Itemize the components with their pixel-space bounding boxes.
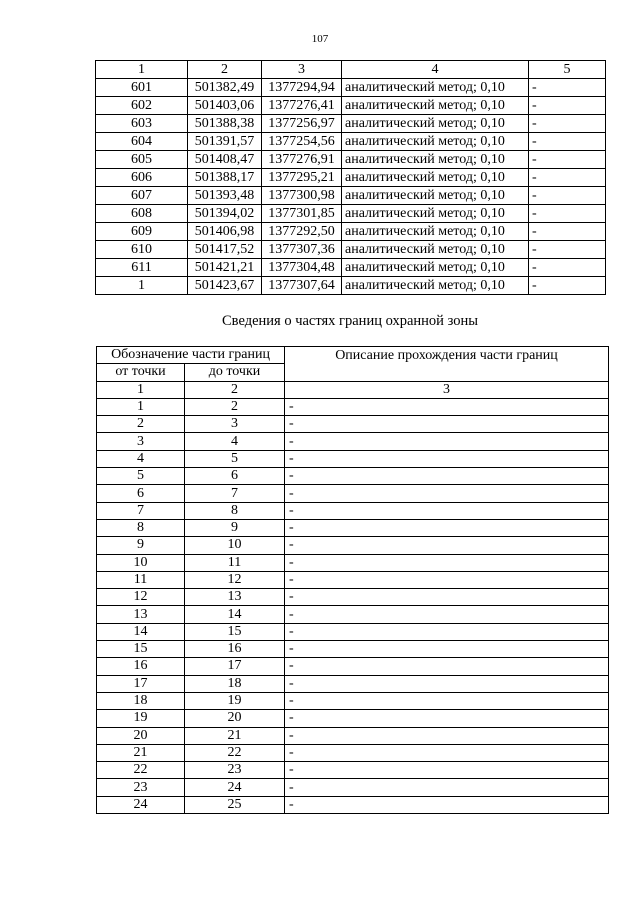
description: - xyxy=(285,537,609,554)
note: - xyxy=(529,97,606,115)
table-row xyxy=(96,79,606,97)
description: - xyxy=(285,606,609,623)
group-header: Обозначение части границ xyxy=(97,347,285,364)
from-point: 23 xyxy=(97,779,185,796)
to-point: 12 xyxy=(185,571,285,588)
description: - xyxy=(285,519,609,536)
point-number: 605 xyxy=(96,151,188,169)
description: - xyxy=(285,623,609,640)
to-point: 15 xyxy=(185,623,285,640)
point-number: 611 xyxy=(96,259,188,277)
method-accuracy: аналитический метод; 0,10 xyxy=(342,169,529,187)
description: - xyxy=(285,571,609,588)
table-row xyxy=(97,519,609,536)
table-row xyxy=(96,241,606,259)
table-row xyxy=(96,133,606,151)
y-coordinate: 1377292,50 xyxy=(262,223,342,241)
point-number: 609 xyxy=(96,223,188,241)
table-row xyxy=(97,416,609,433)
description: - xyxy=(285,416,609,433)
table-row xyxy=(96,277,606,295)
from-point: 8 xyxy=(97,519,185,536)
method-accuracy: аналитический метод; 0,10 xyxy=(342,97,529,115)
from-point: 1 xyxy=(97,398,185,415)
point-number: 602 xyxy=(96,97,188,115)
point-number: 608 xyxy=(96,205,188,223)
description: - xyxy=(285,710,609,727)
x-coordinate: 501388,38 xyxy=(188,115,262,133)
y-coordinate: 1377276,91 xyxy=(262,151,342,169)
x-coordinate: 501417,52 xyxy=(188,241,262,259)
header-row xyxy=(97,347,609,364)
description: - xyxy=(285,796,609,813)
table-row xyxy=(97,744,609,761)
numbering-row xyxy=(97,381,609,398)
table-row xyxy=(97,623,609,640)
description: - xyxy=(285,675,609,692)
from-point: 4 xyxy=(97,450,185,467)
description: - xyxy=(285,692,609,709)
table-row xyxy=(97,450,609,467)
to-point: 9 xyxy=(185,519,285,536)
to-point: 23 xyxy=(185,762,285,779)
from-point: 13 xyxy=(97,606,185,623)
from-point: 3 xyxy=(97,433,185,450)
to-point: 7 xyxy=(185,485,285,502)
x-coordinate: 501421,21 xyxy=(188,259,262,277)
table-row xyxy=(97,468,609,485)
note: - xyxy=(529,115,606,133)
note: - xyxy=(529,223,606,241)
description: - xyxy=(285,450,609,467)
point-number: 610 xyxy=(96,241,188,259)
point-number: 606 xyxy=(96,169,188,187)
x-coordinate: 501382,49 xyxy=(188,79,262,97)
table-row xyxy=(97,502,609,519)
table-row xyxy=(97,606,609,623)
to-point: 21 xyxy=(185,727,285,744)
table-row xyxy=(97,537,609,554)
x-coordinate: 501403,06 xyxy=(188,97,262,115)
to-point-header: до точки xyxy=(185,364,285,381)
table-row xyxy=(96,97,606,115)
table-row xyxy=(96,223,606,241)
from-point: 2 xyxy=(97,416,185,433)
x-coordinate: 501393,48 xyxy=(188,187,262,205)
to-point: 8 xyxy=(185,502,285,519)
x-coordinate: 501423,67 xyxy=(188,277,262,295)
table-row xyxy=(96,151,606,169)
to-point: 3 xyxy=(185,416,285,433)
note: - xyxy=(529,205,606,223)
method-accuracy: аналитический метод; 0,10 xyxy=(342,133,529,151)
table-row xyxy=(97,727,609,744)
header-row xyxy=(96,61,606,79)
x-coordinate: 501408,47 xyxy=(188,151,262,169)
description: - xyxy=(285,502,609,519)
x-coordinate: 501406,98 xyxy=(188,223,262,241)
method-accuracy: аналитический метод; 0,10 xyxy=(342,223,529,241)
to-point: 6 xyxy=(185,468,285,485)
method-accuracy: аналитический метод; 0,10 xyxy=(342,79,529,97)
point-number: 604 xyxy=(96,133,188,151)
boundary-parts-table xyxy=(96,346,609,814)
from-point: 22 xyxy=(97,762,185,779)
column-number: 1 xyxy=(97,381,185,398)
from-point: 19 xyxy=(97,710,185,727)
table-row xyxy=(96,205,606,223)
column-number: 2 xyxy=(188,61,262,79)
to-point: 16 xyxy=(185,641,285,658)
to-point: 20 xyxy=(185,710,285,727)
table-row xyxy=(97,710,609,727)
x-coordinate: 501388,17 xyxy=(188,169,262,187)
method-accuracy: аналитический метод; 0,10 xyxy=(342,115,529,133)
from-point: 18 xyxy=(97,692,185,709)
from-point: 20 xyxy=(97,727,185,744)
description: - xyxy=(285,398,609,415)
to-point: 4 xyxy=(185,433,285,450)
method-accuracy: аналитический метод; 0,10 xyxy=(342,205,529,223)
from-point: 16 xyxy=(97,658,185,675)
from-point: 6 xyxy=(97,485,185,502)
table-row xyxy=(97,485,609,502)
table-row xyxy=(97,675,609,692)
table-row xyxy=(97,571,609,588)
coordinates-table xyxy=(95,60,606,295)
table-row xyxy=(96,259,606,277)
y-coordinate: 1377304,48 xyxy=(262,259,342,277)
note: - xyxy=(529,133,606,151)
from-point: 15 xyxy=(97,641,185,658)
x-coordinate: 501391,57 xyxy=(188,133,262,151)
table-row xyxy=(97,433,609,450)
point-number: 601 xyxy=(96,79,188,97)
point-number: 607 xyxy=(96,187,188,205)
method-accuracy: аналитический метод; 0,10 xyxy=(342,277,529,295)
y-coordinate: 1377301,85 xyxy=(262,205,342,223)
to-point: 14 xyxy=(185,606,285,623)
y-coordinate: 1377307,36 xyxy=(262,241,342,259)
to-point: 25 xyxy=(185,796,285,813)
from-point: 5 xyxy=(97,468,185,485)
to-point: 17 xyxy=(185,658,285,675)
method-accuracy: аналитический метод; 0,10 xyxy=(342,259,529,277)
point-number: 1 xyxy=(96,277,188,295)
from-point: 10 xyxy=(97,554,185,571)
method-accuracy: аналитический метод; 0,10 xyxy=(342,187,529,205)
method-accuracy: аналитический метод; 0,10 xyxy=(342,151,529,169)
description-header: Описание прохождения части границ xyxy=(285,347,609,382)
section-title: Сведения о частях границ охранной зоны xyxy=(222,313,478,329)
note: - xyxy=(529,151,606,169)
column-number: 3 xyxy=(285,381,609,398)
description: - xyxy=(285,779,609,796)
from-point: 12 xyxy=(97,589,185,606)
note: - xyxy=(529,79,606,97)
table-row xyxy=(97,762,609,779)
to-point: 10 xyxy=(185,537,285,554)
from-point: 24 xyxy=(97,796,185,813)
note: - xyxy=(529,187,606,205)
description: - xyxy=(285,641,609,658)
table-row xyxy=(96,187,606,205)
table-row xyxy=(97,692,609,709)
note: - xyxy=(529,277,606,295)
y-coordinate: 1377276,41 xyxy=(262,97,342,115)
from-point: 14 xyxy=(97,623,185,640)
table-row xyxy=(97,554,609,571)
description: - xyxy=(285,727,609,744)
note: - xyxy=(529,241,606,259)
description: - xyxy=(285,762,609,779)
table-row xyxy=(97,398,609,415)
table-row xyxy=(96,115,606,133)
from-point: 7 xyxy=(97,502,185,519)
table-row xyxy=(97,658,609,675)
to-point: 22 xyxy=(185,744,285,761)
description: - xyxy=(285,554,609,571)
y-coordinate: 1377256,97 xyxy=(262,115,342,133)
column-number: 1 xyxy=(96,61,188,79)
from-point-header: от точки xyxy=(97,364,185,381)
table-row xyxy=(97,779,609,796)
from-point: 17 xyxy=(97,675,185,692)
column-number: 4 xyxy=(342,61,529,79)
description: - xyxy=(285,468,609,485)
y-coordinate: 1377254,56 xyxy=(262,133,342,151)
column-number: 2 xyxy=(185,381,285,398)
to-point: 11 xyxy=(185,554,285,571)
table-row xyxy=(97,796,609,813)
description: - xyxy=(285,744,609,761)
from-point: 11 xyxy=(97,571,185,588)
description: - xyxy=(285,658,609,675)
y-coordinate: 1377295,21 xyxy=(262,169,342,187)
x-coordinate: 501394,02 xyxy=(188,205,262,223)
method-accuracy: аналитический метод; 0,10 xyxy=(342,241,529,259)
to-point: 2 xyxy=(185,398,285,415)
to-point: 13 xyxy=(185,589,285,606)
description: - xyxy=(285,589,609,606)
point-number: 603 xyxy=(96,115,188,133)
from-point: 9 xyxy=(97,537,185,554)
column-number: 5 xyxy=(529,61,606,79)
description: - xyxy=(285,485,609,502)
to-point: 5 xyxy=(185,450,285,467)
table-row xyxy=(96,169,606,187)
description: - xyxy=(285,433,609,450)
y-coordinate: 1377307,64 xyxy=(262,277,342,295)
table-row xyxy=(97,641,609,658)
y-coordinate: 1377300,98 xyxy=(262,187,342,205)
note: - xyxy=(529,259,606,277)
page-number: 107 xyxy=(311,33,329,45)
table-row xyxy=(97,589,609,606)
note: - xyxy=(529,169,606,187)
to-point: 18 xyxy=(185,675,285,692)
to-point: 19 xyxy=(185,692,285,709)
column-number: 3 xyxy=(262,61,342,79)
y-coordinate: 1377294,94 xyxy=(262,79,342,97)
to-point: 24 xyxy=(185,779,285,796)
from-point: 21 xyxy=(97,744,185,761)
